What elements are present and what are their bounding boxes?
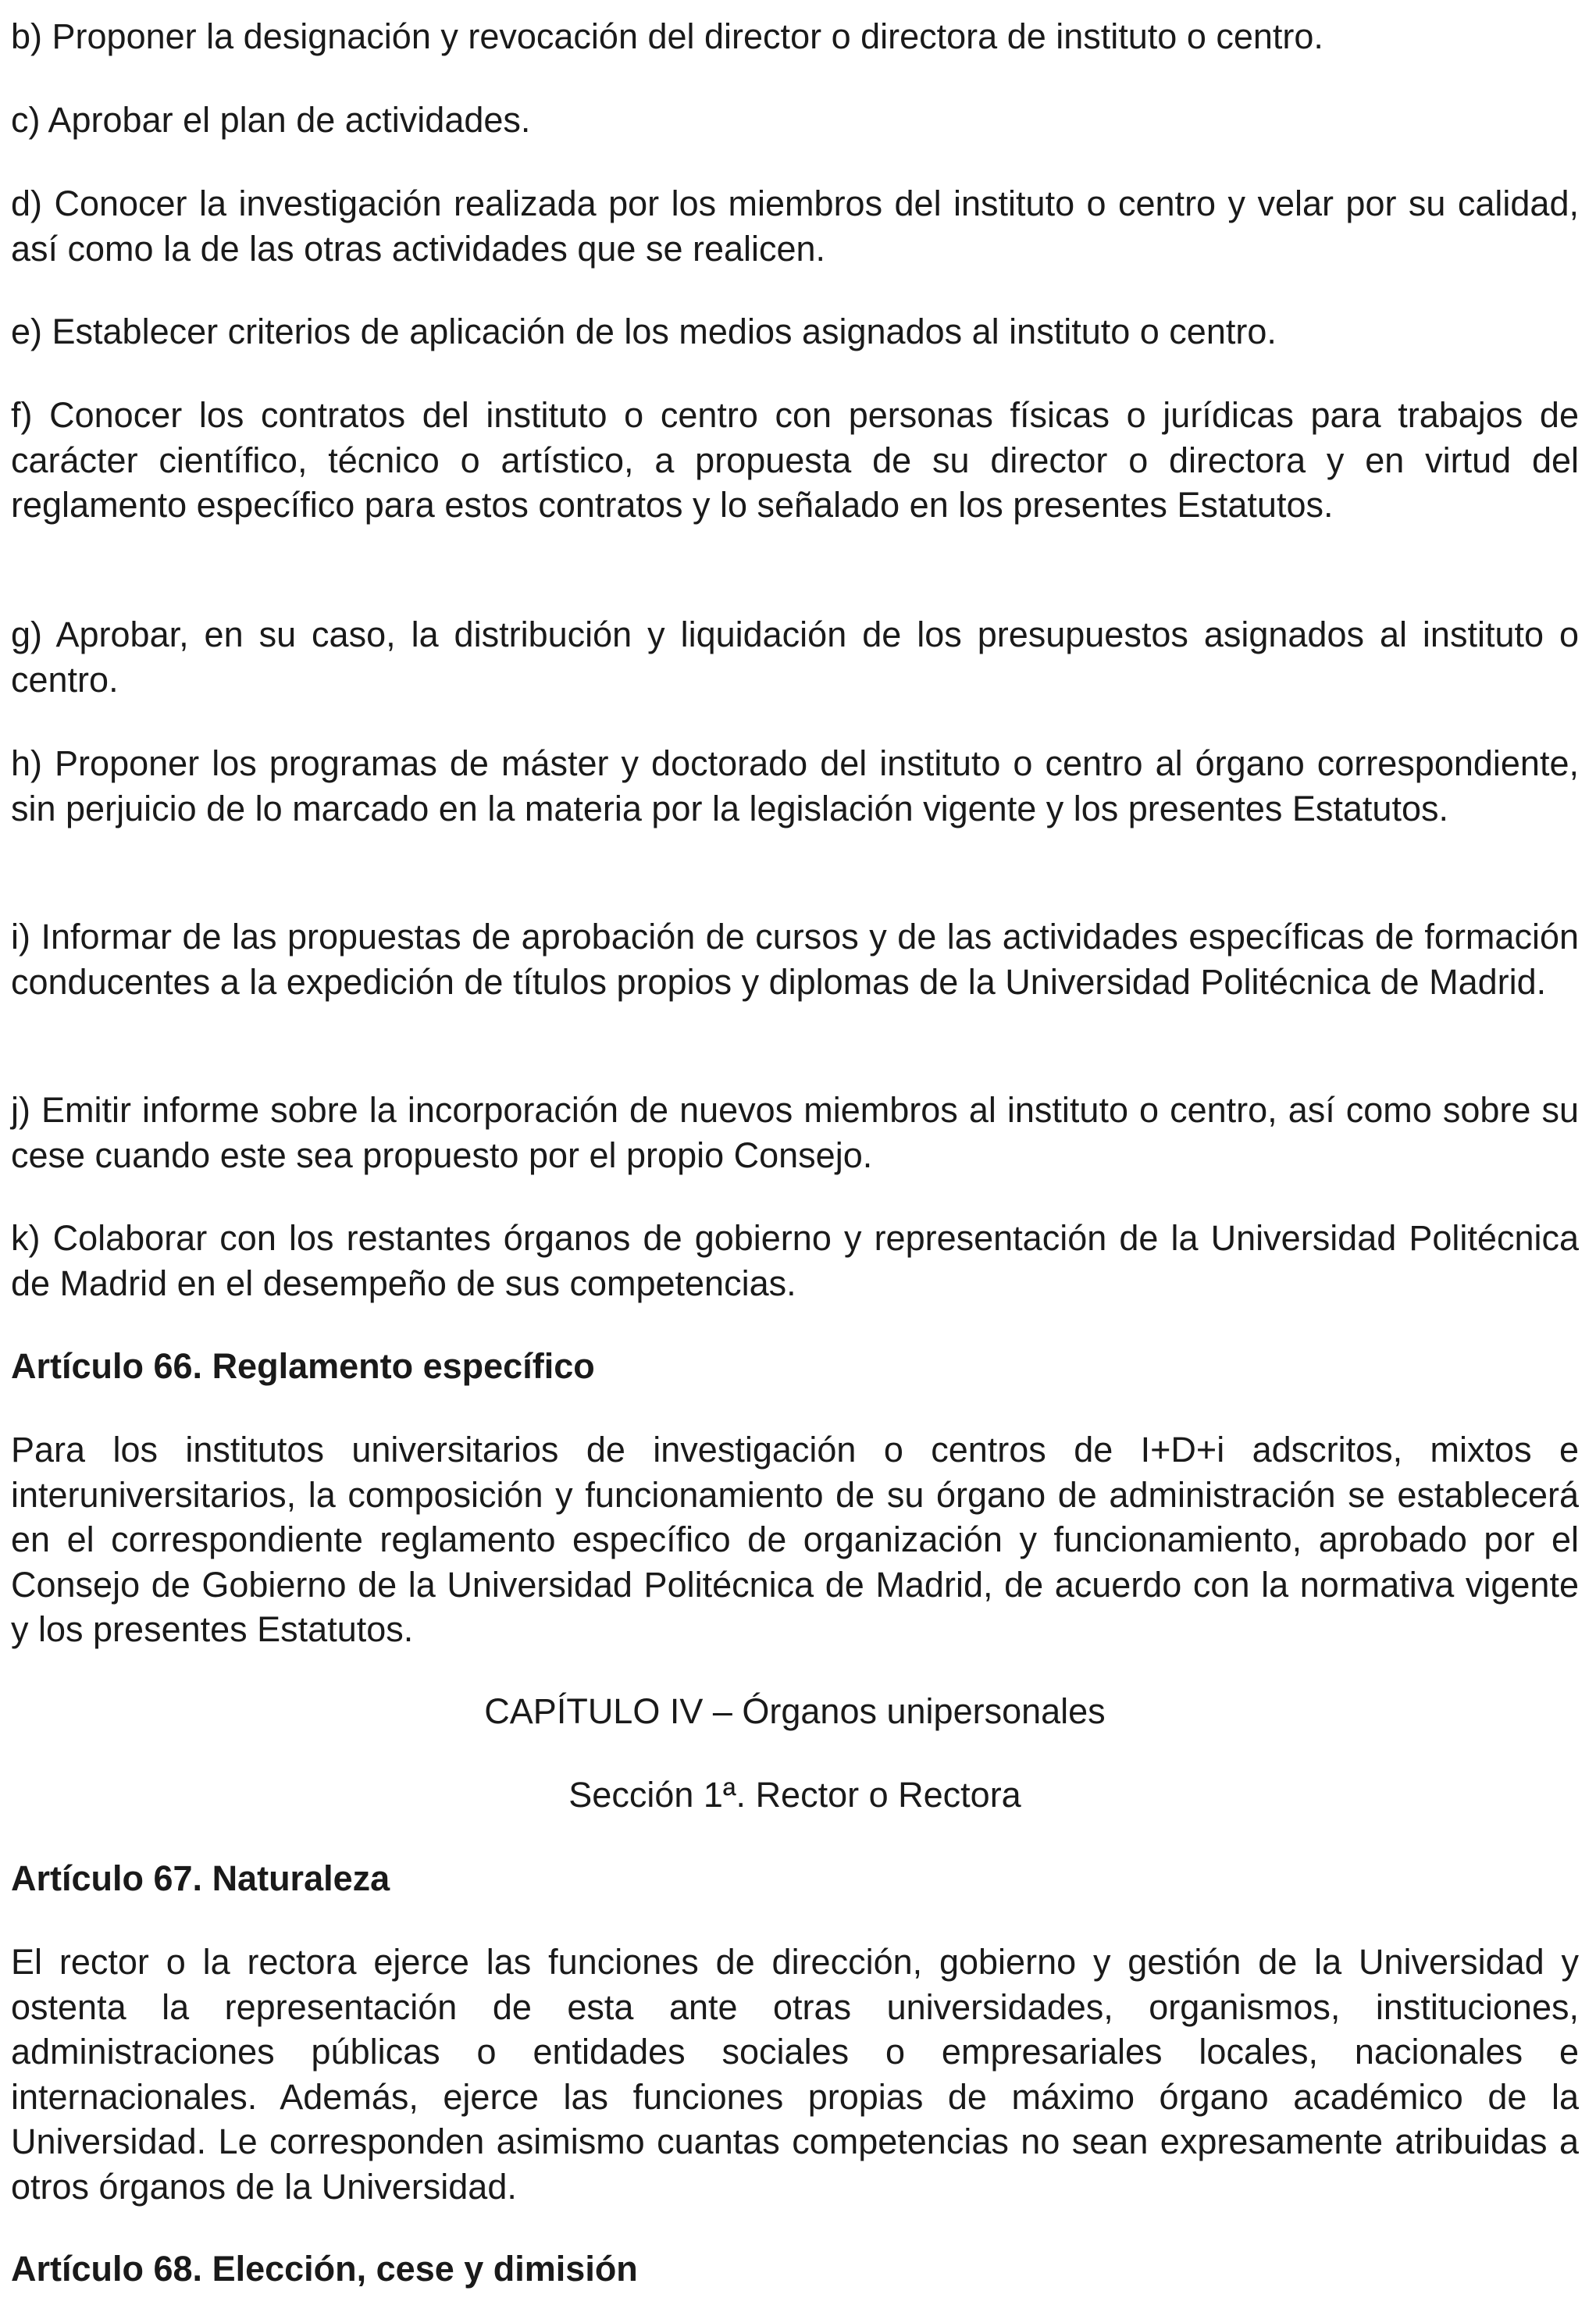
item-i: i) Informar de las propuestas de aprobación de cursos y de las actividades específicas de formación conducentes a la expedición de títulos propios y diplomas de la Universidad Politécnica de Madrid. [11, 917, 1579, 1002]
article-68-heading: Artículo 68. Elección, cese y dimisión [11, 2249, 638, 2289]
chapter-title: CAPÍTULO IV – Órganos unipersonales [484, 1691, 1106, 1731]
section-title: Sección 1ª. Rector o Rectora [568, 1775, 1021, 1815]
item-h: h) Proponer los programas de máster y doctorado del instituto o centro al órgano correspondiente, sin perjuicio de lo marcado en la materia por la legislación vigente y los presentes Estatutos. [11, 743, 1579, 828]
item-d: d) Conocer la investigación realizada por los miembros del instituto o centro y velar por su calidad, así como la de las otras actividades que se realicen. [11, 183, 1579, 269]
article-66-body: Para los institutos universitarios de investigación o centros de I+D+i adscritos, mixtos e interuniversitarios, la composición y funcionamiento de su órgano de administración se establecerá en el correspondiente reglamento específico de organización y funcionamiento, aprobado por el Consejo de Gobierno de la Universidad Politécnica de Madrid, de acuerdo con la normativa vigente y los presentes Estatutos. [11, 1430, 1579, 1649]
item-g: g) Aprobar, en su caso, la distribución y liquidación de los presupuestos asignados al instituto o centro. [11, 615, 1579, 700]
item-c: c) Aprobar el plan de actividades. [11, 100, 531, 140]
item-e: e) Establecer criterios de aplicación de los medios asignados al instituto o centro. [11, 312, 1277, 351]
item-b: b) Proponer la designación y revocación del director o directora de instituto o centro. [11, 16, 1323, 56]
article-67-heading: Artículo 67. Naturaleza [11, 1858, 390, 1898]
article-67-body: El rector o la rectora ejerce las funciones de dirección, gobierno y gestión de la Universidad y ostenta la representación de esta ante otras universidades, organismos, instituciones, administraciones públicas o entidades sociales o empresariales locales, nacionales e internacionales. Además, ejerce las funciones propias de máximo órgano académico de la Universidad. Le corresponden asimismo cuantas competencias no sean expresamente atribuidas a otros órganos de la Universidad. [11, 1942, 1579, 2207]
item-k: k) Colaborar con los restantes órganos de gobierno y representación de la Universidad Politécnica de Madrid en el desempeño de sus competencias. [11, 1218, 1579, 1303]
article-66-heading: Artículo 66. Reglamento específico [11, 1346, 595, 1386]
item-f: f) Conocer los contratos del instituto o centro con personas físicas o jurídicas para trabajos de carácter científico, técnico o artístico, a propuesta de su director o directora y en virtud del reglamento específico para estos contratos y lo señalado en los presentes Estatutos. [11, 395, 1579, 525]
item-j: j) Emitir informe sobre la incorporación de nuevos miembros al instituto o centro, así como sobre su cese cuando este sea propuesto por el propio Consejo. [11, 1090, 1579, 1175]
